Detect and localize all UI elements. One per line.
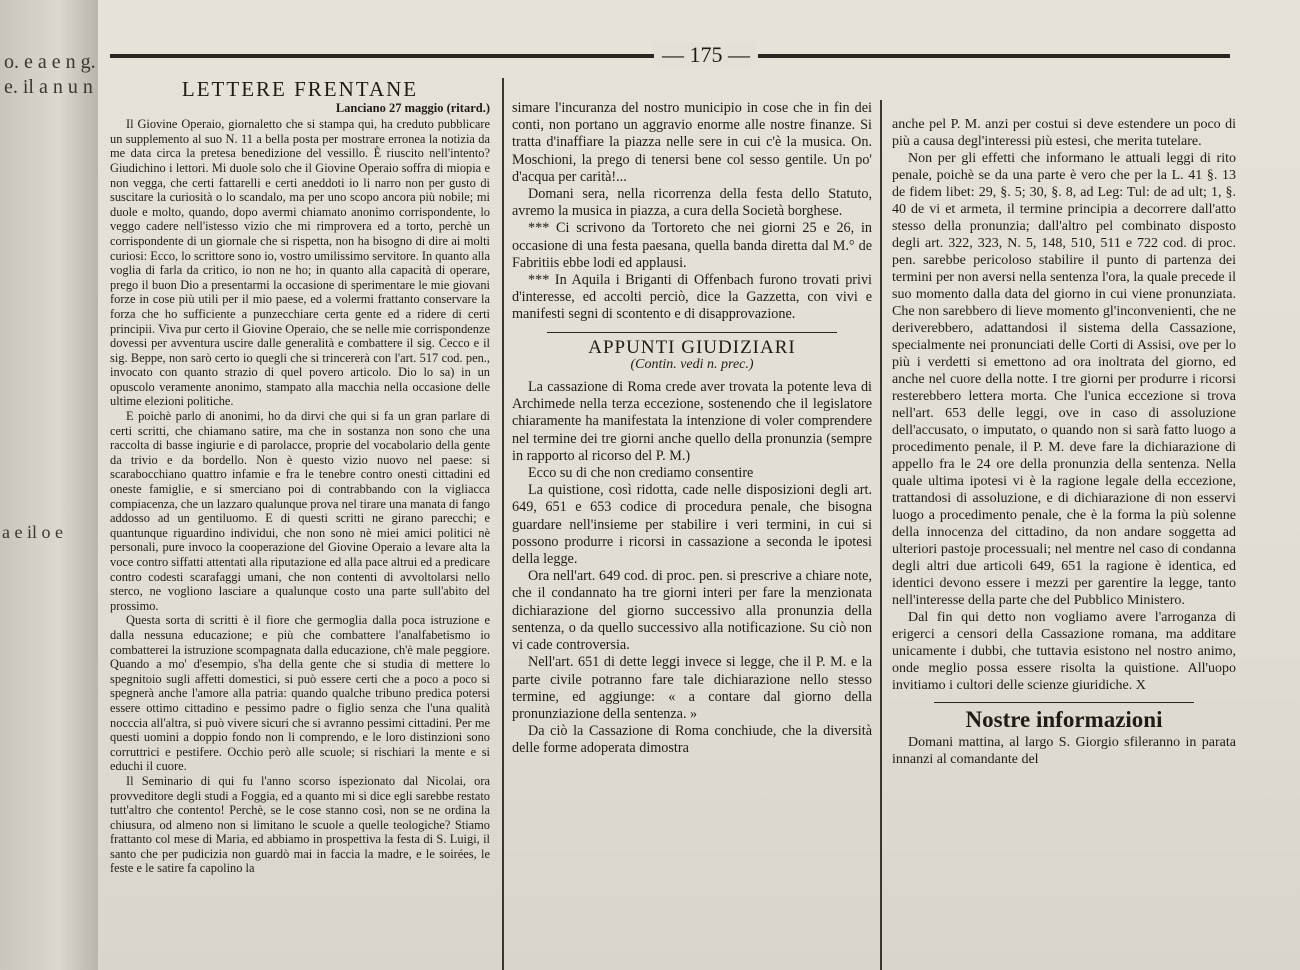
article-headline: LETTERE FRENTANE [181,77,419,101]
column-divider [880,100,882,970]
article-dateline: Lanciano 27 maggio (ritard.) [335,100,490,115]
newspaper-page [98,0,1300,970]
paragraph: Non per gli effetti che informano le attuali leggi di rito penale, poichè se da una parte è vero che per la L. 41 §. 13 de fidem libet: 29, §. 5; 30, §. 8, ad Leg: Tul: de ad ult; 1, §. 40 de vi et armeta, il termine principia a decorrere dall'atto stesso della pronunzia; dall'altro pel combinato disposto degli art. 322, 323, N. 5, 148, 510, 511 e 722 cod. di proc. pen. sarebbe pericoloso stabilire il punto di partenza dei termini per non aversi nella sentenza l'ora, la quale precede il suo momento dalla data del giorno in cui viene pronunziata. Che non sarebbero di lieve momento gl'inconvenienti, che ne deriverebbero, adattandosi il sistema della Cassazione, specialmente nei pronunciati delle Corti di Assisi, ove per lo più i verdetti si emettono ad ora inoltrata del giorno, ed anche nel cuore della notte. I tre giorni per produrre i ricorsi resterebbero lettera morta. Che l'unica eccezione si trova nell'art. 653 delle leggi, ove in caso di assoluzione dell'accusato, o imputato, o quando non si sarà fatto luogo a procedimento penale, il P. M. deve fare la dichiarazione di appello fra le 24 ore della pronunzia della sentenza. Nella quale ultima ipotesi vi è la ragione legale della eccezione, trattandosi di assoluzione, e di dichiarazione di non esservi luogo a procedimento penale, che è la forma la più solenne della innocenza del cittadino, da non andare soggetta ad ulteriori pastoje processuali; nel mentre nel caso di condanna degli altri due articoli 649, 651 la ragione è identica, ed identici devono essere i mezzi per garentire la legge, tanto nell'interesse della parte che del Pubblico Ministero. [892,151,1236,608]
paragraph: Il Giovine Operaio, giornaletto che si stampa qui, ha creduto pubblicare un supplemento al suo N. 11 a bella posta per mostrare erronea la notizia da me data circa la pretesa benedizione del vessillo. È riuscito nell'intento? Giudichino i lettori. Mi duole solo che il Giovine Operaio soffra di miopia e non vegga, che certi fattarelli e certi aneddoti io li narro non per gusto di suscitare la curiosità o lo scandalo, ma per uno scopo ancora più nobile; mi duole e molto, quando, dopo avermi chiamato anonimo corrispondente, lo veggo cadere nell'istesso vizio che mi rimprovera ed a torto, perchè un corrispondente di un giornale che si rispetta, non ha bisogno di dire ai molti curiosi: Ecco, lo scrittore sono io, vostro umilissimo servitore. In quanto alla voglia di farla da critico, io non ne ho; in quanto alla capacità di operare, prego il buon Dio a presentarmi la occasione di sperimentare le mie giovani forze in cose più utili per il mio paese, ed a volermi frattanto conservare la forza che ho sufficiente a punzecchiare certa gente ed a ridere di certi principii. Viva pur certo il Giovine Operaio, che se nelle mie corrispondenze dovessi per avventura uscire dalle generalità e combattere il sig. Cecco e il sig. Beppe, non sarò certo io quegli che si trincererà con l'art. 517 cod. pen., invocato con quanto strazio di quel povero articolo. Dio lo sa) in un opuscolo veramente anonimo, stampato alla macchia nella occasione delle ultime elezioni politiche. [110,117,490,409]
page-number: — 175 — [654,42,758,68]
section-subtitle: (Contin. vedi n. prec.) [630,356,754,372]
section-divider [934,702,1194,703]
paragraph: Da ciò la Cassazione di Roma conchiude, che la diversità delle forme adoperata dimostra [512,723,872,757]
paragraph: *** In Aquila i Briganti di Offenbach furono trovati privi d'interesse, ed accolti perciò, dice la Gazzetta, con vivi e manifesti segni di scontento e di disapprovazione. [512,272,872,323]
paragraph: Domani mattina, al largo S. Giorgio sfileranno in parata innanzi al comandante del [892,735,1236,767]
column-left [110,76,490,970]
paragraph: Ecco su di che non crediamo consentire [528,465,754,482]
paragraph: Dal fin qui detto non vogliamo avere l'arroganza di erigerci a censori della Cassazione romana, ma additare unicamente i dubbi, che tuttavia esistono nel nostro animo, onde meglio possa essere risolta la quistione. All'uopo invitiamo i cultori delle scienze giuridiche. X [892,610,1236,693]
paragraph: La cassazione di Roma crede aver trovata la potente leva di Archimede nella terza eccezione, sostenendo che il legislatore chiaramente ha manifestata la intenzione di voler comprendere nel termine dei tre giorni anche quello della pronunzia (sempre in rapporto al ricorso del P. M.) [512,379,872,464]
paragraph: Domani sera, nella ricorrenza della festa dello Statuto, avremo la musica in piazza, a cura della Società borghese. [512,186,872,220]
section-title: Nostre informazioni [965,707,1163,732]
previous-page-fragments-lower: a e il o e [2,522,63,542]
paragraph: anche pel P. M. anzi per costui si deve estendere un poco di più a causa degl'interessi più estesi, che merita tutelare. [892,117,1236,149]
paragraph: La quistione, così ridotta, cade nelle disposizioni degli art. 649, 651 e 653 codice di procedura penale, che bisogna guardare nell'insieme per stabilire i veri termini, in cui si possono produrre i ricorsi in cassazione a seconda le ipotesi della legge. [512,482,872,568]
paragraph: Nell'art. 651 di dette leggi invece si legge, che il P. M. e la parte civile potranno fare tale dichiarazione nello stesso termine, ed aggiunge: « a contare dal giorno della pronunziazione della sentenza. » [512,654,872,722]
paragraph: Questa sorta di scritti è il fiore che germoglia dalla poca istruzione e dalla nessuna educazione; e più che combattere l'analfabetismo io combatterei la istruzione scompagnata dalla educazione, ch'è male peggiore. Quando a mo' d'esempio, s'ha della gente che si studia di mettere lo spegnitoio sugli affetti domestici, si può essere certi che a poco a poco si spegnerà anche l'amore alla patria: quando qualche tribuno predica potersi essere ottimo cittadino e pessimo padre o figlio senza che l'una qualità nocccia all'altra, si può vivere sicuri che si avranno pessimi cittadini. Per me questi uomini a doppio fondo non li comprendo, e le loro distinzioni sono corruttrici e pestifere. Occhio però alle scuole; si rischiari la mente e si educhi il cuore. [110,613,490,774]
section-divider [547,332,837,333]
column-divider [502,78,504,970]
previous-page-fragments: o. e a e n g. e. il a n u n [4,51,96,98]
section-title: APPUNTI GIUDIZIARI [588,336,796,358]
paragraph: *** Ci scrivono da Tortoreto che nei giorni 25 e 26, in occasione di una festa paesana, quella banda diretta dal M.° de Fabritiis ebbe lodi ed applausi. [512,220,872,271]
paragraph: E poichè parlo di anonimi, ho da dirvi che qui si fa un gran parlare di certi scritti, che chiamano satire, ma che in sostanza non sono che una raccolta di basse ingiurie e di parolacce, proprie del vocabolario della gente da trivio e da bordello. Non è questo vizio nuovo nel paese: si scarabocchiano quattro infamie e fra le tenebre contro onesti cittadini ed oneste famiglie, e si smerciano poi di contrabbando con la vigliacca compiacenza, che un lazzaro qualunque prova nel tirare una manata di fango addosso ad un gentiluomo. E di questi scritti ne girano parecchi; e quantunque riguardino individui, che non sono nè miei amici politici nè personali, pure invoco la cooperazione del Giovine Operaio a levare alta la voce contro siffatti attentati alla riputazione ed alla pace altrui ed a predicare contro codesti scarafaggi umani, che non contenti di avvoltolarsi nello sterco, ne vogliono lasciare a qualunque costo una parte sull'abito del prossimo. [110,409,490,613]
previous-page-edge [0,0,98,970]
paragraph: Il Seminario di qui fu l'anno scorso ispezionato dal Nicolai, ora provveditore degli studi a Foggia, ed a quanto mi si dice egli sarebbe restato tutt'altro che contento! Perchè, se le cose stanno così, non se ne ordina la chiusura, od almeno non si limitano le scuole a quelle teologiche? Stiamo frattanto col mese di Maria, ed abbiamo in prospettiva la festa di S. Luigi, il santo che per pudicizia non guardò mai in faccia la madre, e le soirées, le feste e le satire fa capolino la [110,773,490,876]
paragraph: Ora nell'art. 649 cod. di proc. pen. si prescrive a chiare note, che il condannato ha tre giorni interi per fare la menzionata dichiarazione del giorno successivo alla pronunzia della sentenza, o da quello successivo alla notificazione. Su ciò non vi cade controversia. [512,568,872,654]
paragraph: simare l'incuranza del nostro municipio in cose che in fin dei conti, non portano un aggravio enorme alle nostre finanze. Si tratta d'inaffiare la piazza nelle sere in cui c'è la musica. On. Moschioni, la prego di tenersi bene col sesso gentile. Un po' d'acqua per carità!... [512,100,872,185]
column-right [892,116,1236,970]
column-middle [512,100,872,970]
